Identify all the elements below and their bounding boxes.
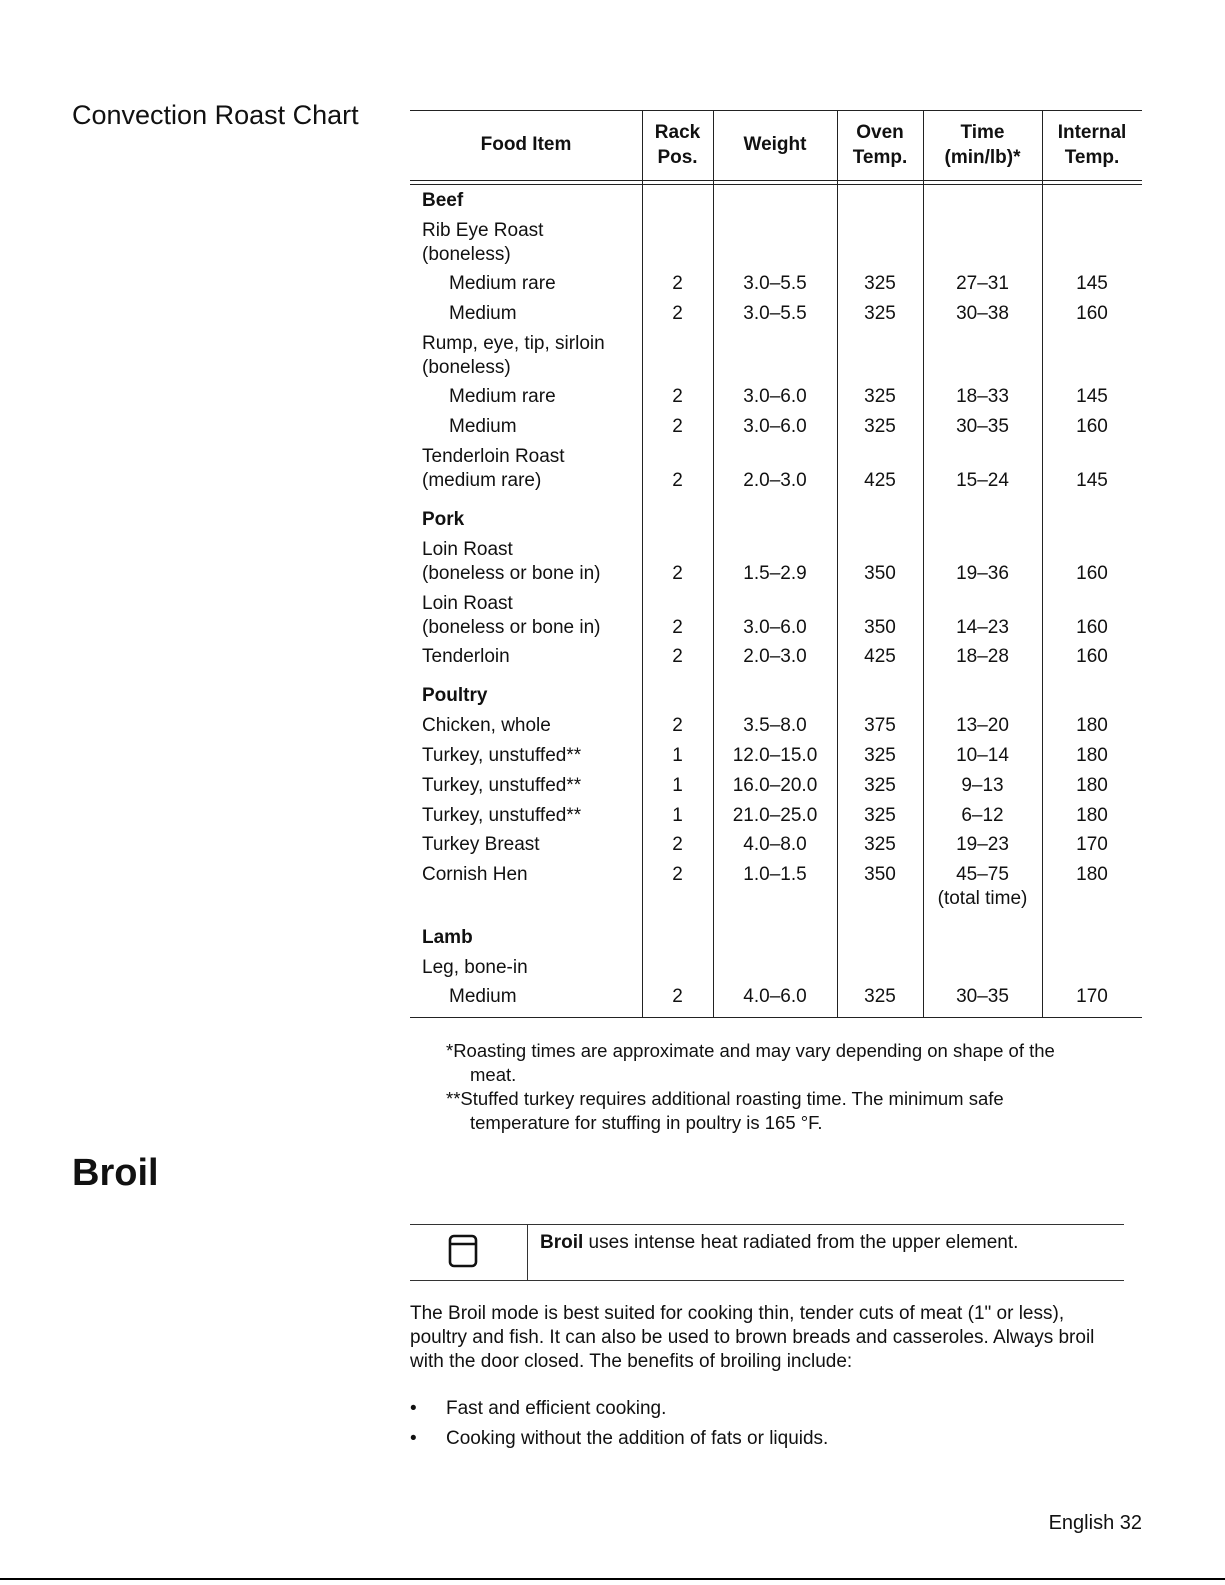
- rack-cell: 1: [672, 745, 683, 766]
- header-internal-line1: Internal: [1057, 122, 1127, 143]
- table-row: [410, 711, 1142, 741]
- time-cell: 30–35: [956, 416, 1009, 437]
- weight-cell: 3.0–5.5: [743, 273, 807, 294]
- oven-cell: 325: [864, 416, 896, 437]
- header-time-line2: (min/lb)*: [944, 147, 1021, 168]
- weight-cell: 4.0–8.0: [743, 834, 807, 855]
- bullet-icon: •: [410, 1428, 417, 1449]
- internal-cell: 145: [1076, 273, 1108, 294]
- broil-paragraph-line-2: poultry and fish. It can also be used to brown breads and casseroles. Always broil: [410, 1327, 1095, 1348]
- table-row: [410, 830, 1142, 860]
- oven-cell: 325: [864, 805, 896, 826]
- table-row: [410, 240, 1142, 270]
- table-row: [410, 771, 1142, 801]
- oven-cell: 325: [864, 745, 896, 766]
- oven-cell: 425: [864, 470, 896, 491]
- table-header-rule-2: [410, 184, 1142, 185]
- weight-cell: 3.5–8.0: [743, 715, 807, 736]
- table-category-row: [410, 681, 1142, 711]
- chart-heading: Convection Roast Chart: [72, 100, 359, 130]
- rack-cell: 2: [672, 303, 683, 324]
- broil-box-divider: [527, 1224, 528, 1281]
- rack-cell: 2: [672, 834, 683, 855]
- weight-cell: 3.0–5.5: [743, 303, 807, 324]
- time-cell: 30–35: [956, 986, 1009, 1007]
- broil-box-top-rule: [410, 1224, 1124, 1225]
- table-bottom-rule: [410, 1017, 1142, 1018]
- header-oven-line1: Oven: [856, 122, 904, 143]
- benefit-text: Fast and efficient cooking.: [446, 1398, 667, 1419]
- time-cell: 30–38: [956, 303, 1009, 324]
- food-item-cell: Medium: [449, 303, 517, 324]
- broil-paragraph-line-3: with the door closed. The benefits of broiling include:: [410, 1351, 853, 1372]
- time-cell: (total time): [937, 888, 1028, 909]
- header-food-item: Food Item: [480, 134, 572, 155]
- food-item-cell: Turkey, unstuffed**: [422, 745, 582, 766]
- weight-cell: 3.0–6.0: [743, 617, 807, 638]
- internal-cell: 180: [1076, 864, 1108, 885]
- oven-cell: 325: [864, 834, 896, 855]
- food-item-cell: Medium: [449, 416, 517, 437]
- table-row: [410, 613, 1142, 643]
- oven-cell: 375: [864, 715, 896, 736]
- page-bottom-rule: [0, 1578, 1225, 1580]
- weight-cell: 21.0–25.0: [732, 805, 818, 826]
- table-row: [410, 982, 1142, 1012]
- weight-cell: 3.0–6.0: [743, 416, 807, 437]
- time-cell: 6–12: [961, 805, 1004, 826]
- internal-cell: 160: [1076, 563, 1108, 584]
- broil-heading: Broil: [72, 1152, 159, 1194]
- table-row: [410, 353, 1142, 383]
- food-item-cell: Turkey Breast: [422, 834, 540, 855]
- oven-cell: 350: [864, 563, 896, 584]
- food-item-cell: Rump, eye, tip, sirloin: [422, 333, 605, 354]
- time-cell: 18–28: [956, 646, 1009, 667]
- benefit-text: Cooking without the addition of fats or liquids.: [446, 1428, 829, 1449]
- food-item-cell: Loin Roast: [422, 539, 513, 560]
- weight-cell: 4.0–6.0: [743, 986, 807, 1007]
- broil-term: Broil: [540, 1232, 584, 1253]
- table-row: [410, 642, 1142, 672]
- food-item-cell: (boneless): [422, 244, 511, 265]
- table-row: [410, 269, 1142, 299]
- weight-cell: 16.0–20.0: [732, 775, 818, 796]
- weight-cell: 1.0–1.5: [743, 864, 807, 885]
- oven-cell: 325: [864, 986, 896, 1007]
- table-row: [410, 382, 1142, 412]
- rack-cell: 2: [672, 470, 683, 491]
- category-label: Lamb: [422, 927, 473, 948]
- category-label: Poultry: [422, 685, 488, 706]
- page-footer: English 32: [1048, 1512, 1142, 1534]
- internal-cell: 180: [1076, 805, 1108, 826]
- internal-cell: 180: [1076, 745, 1108, 766]
- internal-cell: 160: [1076, 617, 1108, 638]
- internal-cell: 145: [1076, 470, 1108, 491]
- table-top-rule: [410, 110, 1142, 111]
- food-item-cell: Turkey, unstuffed**: [422, 775, 582, 796]
- time-cell: 45–75: [956, 864, 1009, 885]
- internal-cell: 180: [1076, 715, 1108, 736]
- time-cell: 27–31: [956, 273, 1009, 294]
- broil-paragraph-line-1: The Broil mode is best suited for cooking thin, tender cuts of meat (1" or less),: [410, 1303, 1065, 1324]
- oven-cell: 350: [864, 617, 896, 638]
- header-rack-line1: Rack: [654, 122, 701, 143]
- rack-cell: 1: [672, 775, 683, 796]
- oven-cell: 325: [864, 775, 896, 796]
- food-item-cell: Leg, bone-in: [422, 957, 528, 978]
- category-label: Beef: [422, 190, 464, 211]
- broil-description-text: uses intense heat radiated from the upper element.: [583, 1232, 1019, 1253]
- table-row: [410, 299, 1142, 329]
- internal-cell: 180: [1076, 775, 1108, 796]
- header-oven-line2: Temp.: [852, 147, 908, 168]
- rack-cell: 2: [672, 273, 683, 294]
- time-cell: 19–36: [956, 563, 1009, 584]
- time-cell: 15–24: [956, 470, 1009, 491]
- broil-mode-box: [410, 1224, 1124, 1281]
- table-row: [410, 801, 1142, 831]
- table-row: [410, 559, 1142, 589]
- header-rack-pos: [642, 120, 713, 170]
- table-row: [410, 884, 1142, 914]
- header-oven-temp: [837, 120, 923, 170]
- category-label: Pork: [422, 509, 465, 530]
- food-item-cell: (medium rare): [422, 470, 542, 491]
- oven-cell: 325: [864, 303, 896, 324]
- oven-cell: 350: [864, 864, 896, 885]
- food-item-cell: (boneless or bone in): [422, 563, 601, 584]
- internal-cell: 170: [1076, 986, 1108, 1007]
- rack-cell: 2: [672, 416, 683, 437]
- header-internal-line2: Temp.: [1064, 147, 1120, 168]
- internal-cell: 170: [1076, 834, 1108, 855]
- food-item-cell: Medium rare: [449, 273, 556, 294]
- food-item-cell: (boneless): [422, 357, 511, 378]
- oven-cell: 325: [864, 386, 896, 407]
- rack-cell: 2: [672, 386, 683, 407]
- table-row: [410, 953, 1142, 983]
- footnote-2-line-1: **Stuffed turkey requires additional roasting time. The minimum safe: [446, 1088, 1004, 1109]
- internal-cell: 160: [1076, 303, 1108, 324]
- time-cell: 19–23: [956, 834, 1009, 855]
- broil-box-bottom-rule: [410, 1280, 1124, 1281]
- rack-cell: 2: [672, 646, 683, 667]
- weight-cell: 2.0–3.0: [743, 646, 807, 667]
- table-category-row: [410, 923, 1142, 953]
- header-internal-temp: [1042, 120, 1142, 170]
- footnote-2-line-2: temperature for stuffing in poultry is 165 °F.: [470, 1112, 823, 1133]
- food-item-cell: (boneless or bone in): [422, 617, 601, 638]
- table-category-row: [410, 186, 1142, 216]
- time-cell: 9–13: [961, 775, 1004, 796]
- rack-cell: 1: [672, 805, 683, 826]
- table-row: [410, 466, 1142, 496]
- header-time: [923, 120, 1042, 170]
- weight-cell: 2.0–3.0: [743, 470, 807, 491]
- rack-cell: 2: [672, 864, 683, 885]
- food-item-cell: Medium rare: [449, 386, 556, 407]
- table-row: [410, 412, 1142, 442]
- internal-cell: 160: [1076, 416, 1108, 437]
- food-item-cell: Tenderloin Roast: [422, 446, 565, 467]
- rack-cell: 2: [672, 715, 683, 736]
- time-cell: 18–33: [956, 386, 1009, 407]
- internal-cell: 160: [1076, 646, 1108, 667]
- internal-cell: 145: [1076, 386, 1108, 407]
- table-row: [410, 741, 1142, 771]
- oven-top-element-icon: [446, 1234, 480, 1268]
- header-time-line1: Time: [960, 122, 1005, 143]
- time-cell: 14–23: [956, 617, 1009, 638]
- rack-cell: 2: [672, 986, 683, 1007]
- oven-cell: 325: [864, 273, 896, 294]
- header-rack-line2: Pos.: [657, 147, 698, 168]
- broil-description: [540, 1232, 1018, 1254]
- rack-cell: 2: [672, 617, 683, 638]
- table-header-rule-1: [410, 180, 1142, 181]
- food-item-cell: Chicken, whole: [422, 715, 551, 736]
- header-weight: Weight: [743, 134, 807, 155]
- rack-cell: 2: [672, 563, 683, 584]
- footnote-1-line-1: *Roasting times are approximate and may vary depending on shape of the: [446, 1040, 1055, 1061]
- food-item-cell: Tenderloin: [422, 646, 510, 667]
- footnote-1-line-2: meat.: [470, 1064, 517, 1085]
- food-item-cell: Turkey, unstuffed**: [422, 805, 582, 826]
- bullet-icon: •: [410, 1398, 417, 1419]
- oven-cell: 425: [864, 646, 896, 667]
- weight-cell: 3.0–6.0: [743, 386, 807, 407]
- food-item-cell: Loin Roast: [422, 593, 513, 614]
- food-item-cell: Rib Eye Roast: [422, 220, 544, 241]
- table-category-row: [410, 505, 1142, 535]
- time-cell: 13–20: [956, 715, 1009, 736]
- food-item-cell: Cornish Hen: [422, 864, 528, 885]
- food-item-cell: Medium: [449, 986, 517, 1007]
- weight-cell: 12.0–15.0: [732, 745, 818, 766]
- time-cell: 10–14: [956, 745, 1009, 766]
- weight-cell: 1.5–2.9: [743, 563, 807, 584]
